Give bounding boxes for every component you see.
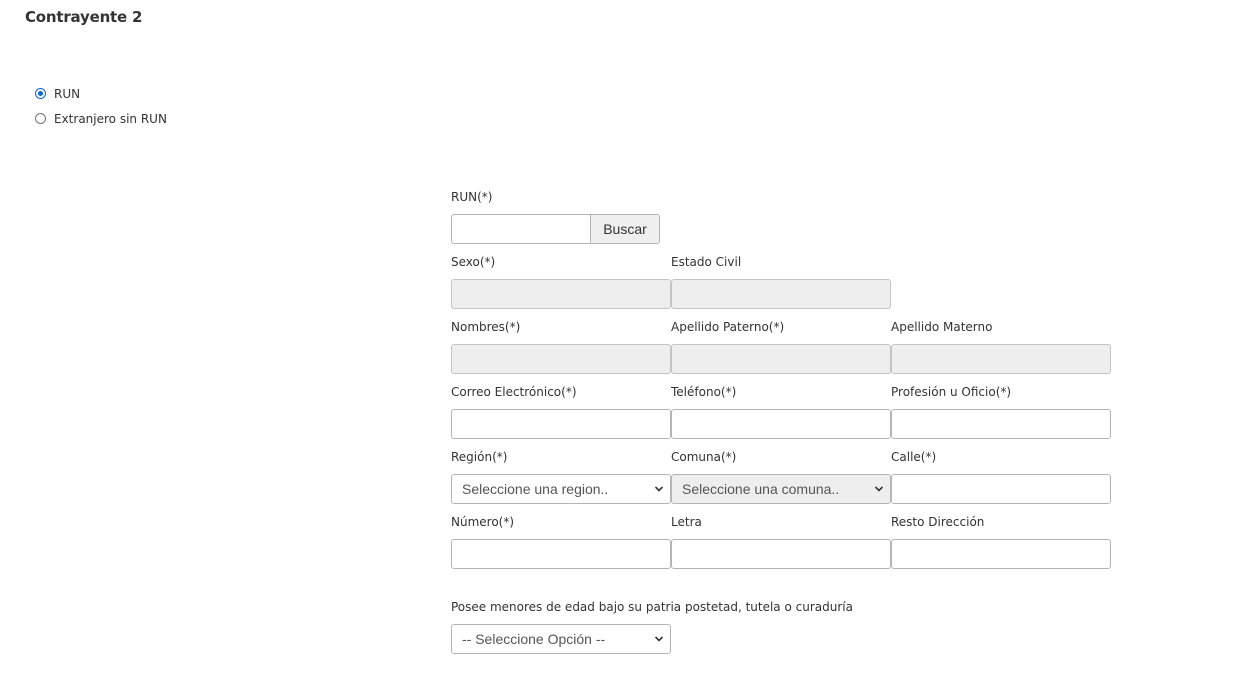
- sexo-label: Sexo(*): [451, 255, 496, 269]
- id-type-radio-group: [35, 81, 167, 131]
- comuna-label: Comuna(*): [671, 450, 737, 464]
- calle-input[interactable]: [891, 474, 1111, 504]
- resto-direccion-input[interactable]: [891, 539, 1111, 569]
- profesion-label: Profesión u Oficio(*): [891, 385, 1012, 399]
- calle-label: Calle(*): [891, 450, 937, 464]
- radio-extranjero-indicator[interactable]: [35, 113, 46, 124]
- radio-extranjero-label: Extranjero sin RUN: [54, 111, 167, 126]
- estado-civil-field: [671, 279, 891, 309]
- letra-label: Letra: [671, 515, 702, 529]
- sexo-field: [451, 279, 671, 309]
- menores-select[interactable]: [451, 624, 671, 654]
- telefono-input[interactable]: [671, 409, 891, 439]
- nombres-field: [451, 344, 671, 374]
- profesion-input[interactable]: [891, 409, 1111, 439]
- region-select[interactable]: [451, 474, 671, 504]
- buscar-button[interactable]: Buscar: [590, 214, 660, 244]
- resto-direccion-label: Resto Dirección: [891, 515, 985, 529]
- apellido-materno-label: Apellido Materno: [891, 320, 993, 334]
- radio-run-indicator[interactable]: [35, 88, 46, 99]
- comuna-select-value: Seleccione una comuna..: [682, 481, 840, 497]
- comuna-select[interactable]: [671, 474, 891, 504]
- region-select-value: Seleccione una region..: [462, 481, 609, 497]
- correo-input[interactable]: [451, 409, 671, 439]
- chevron-down-icon: [874, 484, 884, 494]
- estado-civil-label: Estado Civil: [671, 255, 742, 269]
- run-input[interactable]: [451, 214, 591, 244]
- numero-input[interactable]: [451, 539, 671, 569]
- chevron-down-icon: [654, 484, 664, 494]
- radio-extranjero[interactable]: [35, 106, 167, 131]
- correo-label: Correo Electrónico(*): [451, 385, 577, 399]
- telefono-label: Teléfono(*): [671, 385, 737, 399]
- apellido-paterno-field: [671, 344, 891, 374]
- section-title: Contrayente 2: [25, 8, 143, 26]
- menores-label: Posee menores de edad bajo su patria postetad, tutela o curaduría: [451, 600, 853, 614]
- chevron-down-icon: [654, 634, 664, 644]
- menores-select-value: -- Seleccione Opción --: [462, 631, 606, 647]
- region-label: Región(*): [451, 450, 508, 464]
- apellido-paterno-label: Apellido Paterno(*): [671, 320, 785, 334]
- radio-run-label: RUN: [54, 86, 81, 101]
- letra-input[interactable]: [671, 539, 891, 569]
- radio-run[interactable]: [35, 81, 167, 106]
- run-label: RUN(*): [451, 190, 493, 204]
- numero-label: Número(*): [451, 515, 515, 529]
- nombres-label: Nombres(*): [451, 320, 521, 334]
- apellido-materno-field: [891, 344, 1111, 374]
